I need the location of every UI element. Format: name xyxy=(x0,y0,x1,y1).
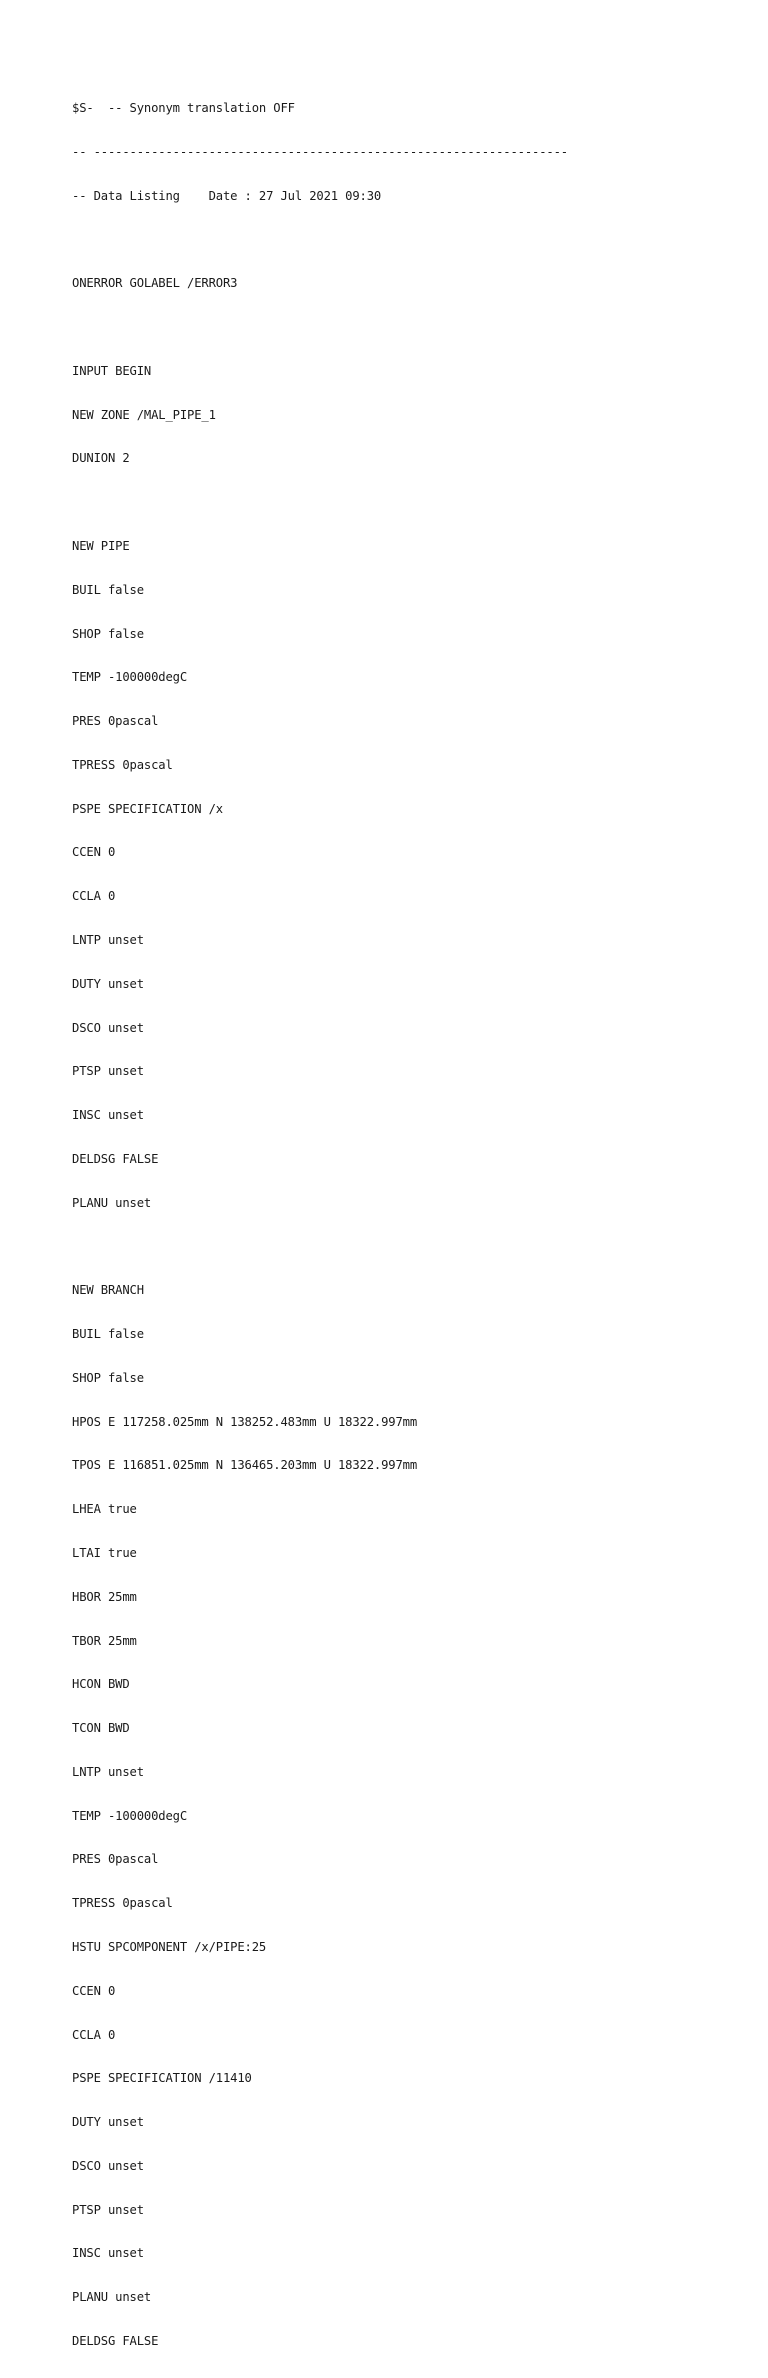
listing-line: PTSP unset xyxy=(72,1064,144,1079)
listing-line: TPOS E 116851.025mm N 136465.203mm U 18322.997mm xyxy=(72,1458,417,1473)
listing-line: CCLA 0 xyxy=(72,889,116,904)
listing-line: DSCO unset xyxy=(72,1020,144,1035)
listing-line: PRES 0pascal xyxy=(72,714,159,729)
listing-line: CCEN 0 xyxy=(72,1983,116,1998)
listing-line: HBOR 25mm xyxy=(72,1589,137,1604)
listing-line: TPRESS 0pascal xyxy=(72,1896,173,1911)
listing-line: LHEA true xyxy=(72,1502,137,1517)
listing-line: -- ------------------------------------------------------------------ xyxy=(72,144,568,159)
listing-line: NEW PIPE xyxy=(72,539,130,553)
listing-line: PLANU unset xyxy=(72,1195,152,1210)
listing-line: DUTY unset xyxy=(72,976,144,991)
listing-line: PLANU unset xyxy=(72,2290,152,2305)
listing-line: PRES 0pascal xyxy=(72,1852,159,1867)
listing-line: DSCO unset xyxy=(72,2158,144,2173)
listing-line: CCEN 0 xyxy=(72,845,116,860)
listing-line xyxy=(72,320,568,335)
listing-line: DELDSG FALSE xyxy=(72,1151,159,1166)
listing-line: NEW BRANCH xyxy=(72,1283,144,1298)
listing-line: TBOR 25mm xyxy=(72,1633,137,1648)
listing-line: HCON BWD xyxy=(72,1677,130,1692)
listing-line: DUNION 2 xyxy=(72,451,130,466)
listing-line: TPRESS 0pascal xyxy=(72,757,173,772)
listing-line: PSPE SPECIFICATION /11410 xyxy=(72,2071,252,2086)
listing-line: LNTP unset xyxy=(72,1764,144,1779)
listing-line: CCLA 0 xyxy=(72,2027,116,2042)
listing-line: LTAI true xyxy=(72,1545,137,1560)
listing-line: BUIL false xyxy=(72,582,144,597)
listing-line: LNTP unset xyxy=(72,933,144,948)
listing-line: HPOS E 117258.025mm N 138252.483mm U 18322.997mm xyxy=(72,1414,417,1429)
listing-line: BUIL false xyxy=(72,1327,144,1342)
listing-line: SHOP false xyxy=(72,1370,144,1385)
listing-line: HSTU SPCOMPONENT /x/PIPE:25 xyxy=(72,1940,267,1954)
listing-line: ONERROR GOLABEL /ERROR3 xyxy=(72,276,238,291)
listing-line: INSC unset xyxy=(72,1108,144,1123)
listing-line xyxy=(72,495,568,510)
listing-line: PTSP unset xyxy=(72,2202,144,2217)
listing-line: TEMP -100000degC xyxy=(72,670,187,685)
listing-line: SHOP false xyxy=(72,626,144,641)
listing-line: $S- -- Synonym translation OFF xyxy=(72,101,295,116)
listing-line xyxy=(72,233,568,248)
listing-line: INPUT BEGIN xyxy=(72,363,152,378)
listing-line: -- Data Listing Date : 27 Jul 2021 09:30 xyxy=(72,188,382,203)
listing-line xyxy=(72,1240,568,1255)
listing-line: PSPE SPECIFICATION /x xyxy=(72,801,223,816)
listing-line: INSC unset xyxy=(72,2246,144,2261)
listing-line: TEMP -100000degC xyxy=(72,1808,187,1823)
listing-line: DELDSG FALSE xyxy=(72,2334,159,2349)
data-listing xyxy=(72,72,568,2378)
listing-line: TCON BWD xyxy=(72,1721,130,1736)
listing-line: DUTY unset xyxy=(72,2115,144,2130)
listing-line: NEW ZONE /MAL_PIPE_1 xyxy=(72,407,216,422)
